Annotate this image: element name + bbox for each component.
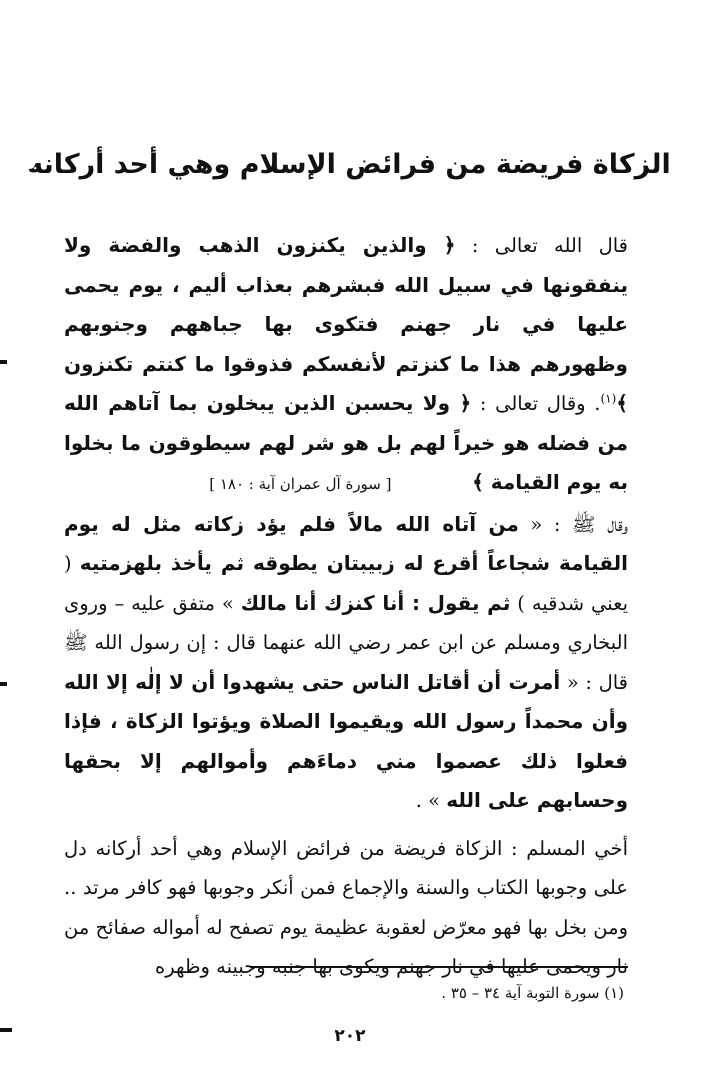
intro-text: قال الله تعالى : xyxy=(455,234,628,257)
intro-text: . وقال تعالى : xyxy=(471,392,601,415)
margin-mark xyxy=(0,682,7,686)
body-paragraph: أخي المسلم : الزكاة فريضة من فرائض الإسلام وهي أحد أركانه دل على وجوبها الكتاب والسنة والإجماع فمن أنكر وجوبها فهو كافر مرتد .. ومن بخل بها فهو معرّض لعقوبة عظيمة يوم تصفح له أمواله صفائح من نار ويحمى عليها في نار جهنم ويكوى بها جنبه وجبينه وظهره xyxy=(64,836,628,978)
page-number: ٢٠٢ xyxy=(334,1026,366,1046)
verse-reference: [ سورة آل عمران آية : ١٨٠ ] xyxy=(209,475,392,493)
section-heading xyxy=(27,142,671,186)
narration-text: » متفق عليه – وروى البخاري ومسلم عن ابن عمر رضي الله عنهما قال : إن رسول الله ﷺ قال : « xyxy=(64,591,629,694)
margin-mark xyxy=(0,360,7,364)
paren-note: ( يعني شدقيه ) xyxy=(64,552,628,615)
hadith-text: من آتاه الله مالاً فلم يؤد زكاته مثل له يوم القيامة شجاعاً أقرع له زبيبتان يطوقه ثم يأخذ بلهزمتيه xyxy=(64,511,628,575)
footnote-marker: (١) xyxy=(600,391,617,406)
verse-text: ﴿ والذين يكنزون الذهب والفضة ولا ينفقونها في سبيل الله فبشرهم بعذاب أليم ، يوم يحمى عليها في نار جهنم فتكوى بها جباههم وجنوبهم وظهورهم هذا ما كنزتم لأنفسكم فذوقوا ما كنتم تكنزون ﴾ xyxy=(64,233,628,415)
margin-mark xyxy=(0,1028,12,1032)
hadith-paragraph xyxy=(64,505,628,821)
footnote-divider xyxy=(250,966,628,968)
quran-paragraph xyxy=(64,226,628,505)
intro-text: وقال ﷺ : « xyxy=(518,512,629,536)
heading-text: الزكاة فريضة من فرائض الإسلام وهي أحد أركانه xyxy=(27,148,671,180)
verse-text: ﴿ ولا يحسبن الذين يبخلون بما آتاهم الله من فضله هو خيراً لهم بل هو شر لهم سيطوقون ما بخلوا به يوم القيامة ﴾ xyxy=(64,391,628,494)
hadith-text: ثم يقول : أنا كنزك أنا مالك xyxy=(240,590,511,615)
footnote: (١) سورة التوبة آية ٣٤ – ٣٥ . xyxy=(441,984,624,1002)
hadith-text: أمرت أن أقاتل الناس حتى يشهدوا أن لا إلٰه إلا الله وأن محمداً رسول الله ويقيموا الصلاة ويؤتوا الزكاة ، فإذا فعلوا ذلك عصموا مني دماءَهم وأموالهم إلا بحقها وحسابهم على الله xyxy=(64,669,628,812)
closing-text: » . xyxy=(415,789,447,812)
page-body xyxy=(64,226,628,987)
